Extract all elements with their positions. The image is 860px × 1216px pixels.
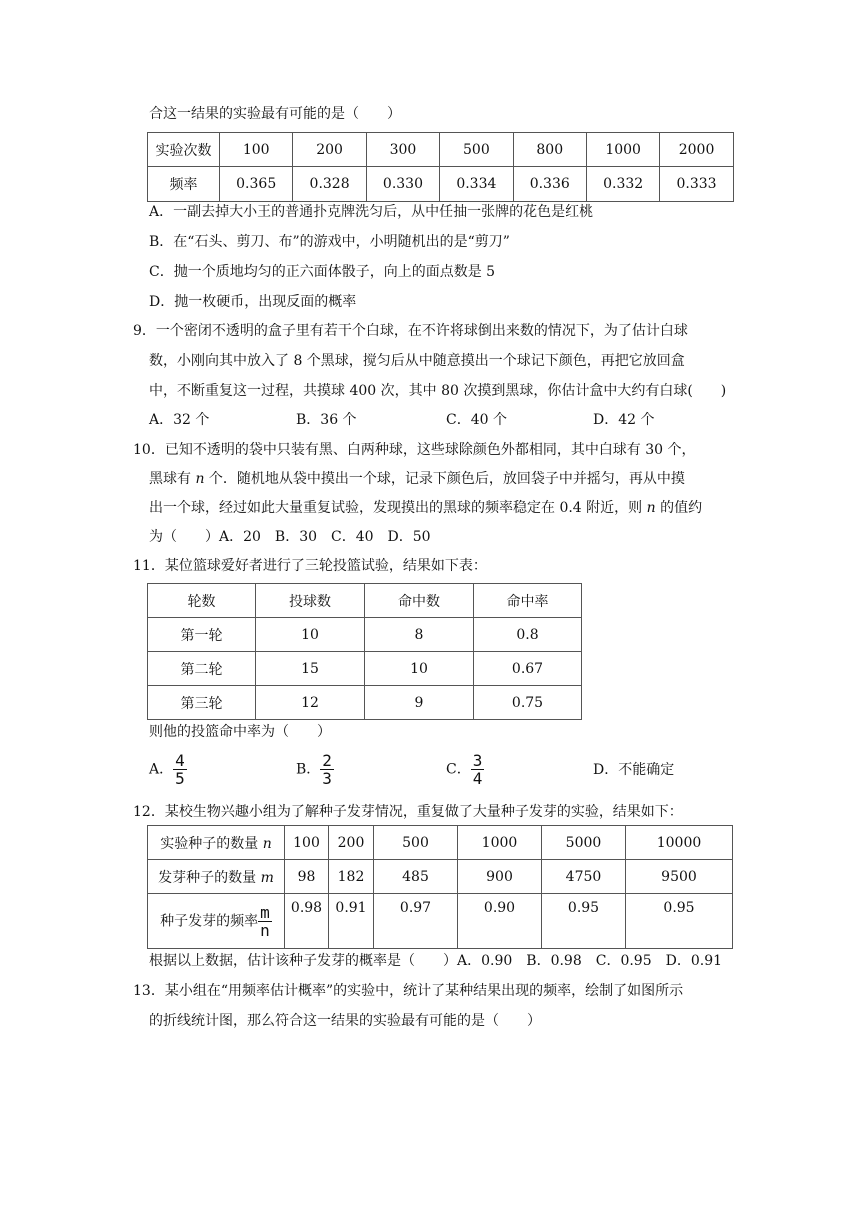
table-cell: 800 <box>513 133 586 167</box>
table-cell: 182 <box>329 860 374 894</box>
q9-stem-line-1: 9．一个密闭不透明的盒子里有若干个白球，在不许将球倒出来数的情况下，为了估计白球 <box>133 323 688 339</box>
fraction <box>471 752 485 787</box>
q11-question: 则他的投篮命中率为（ ） <box>149 724 331 740</box>
table-cell: 0.95 <box>626 894 733 949</box>
table-cell: 900 <box>458 860 542 894</box>
q10-stem-line-1: 10．已知不透明的袋中只装有黑、白两种球，这些球除颜色外都相同，其中白球有 30 个， <box>133 442 696 458</box>
table-header-cell: 命中数 <box>365 584 474 618</box>
q10-stem-line-3 <box>149 498 702 518</box>
q10-stem-line-2 <box>149 469 685 489</box>
table-cell: 300 <box>366 133 439 167</box>
q9-option-a: A．32 个 <box>149 412 210 428</box>
q11-stem: 11．某位篮球爱好者进行了三轮投篮试验，结果如下表： <box>133 558 487 574</box>
table-row <box>148 584 582 618</box>
table-cell: 2000 <box>660 133 733 167</box>
q12-question-and-options: 根据以上数据，估计该种子发芽的概率是（ ）A．0.90 B．0.98 C．0.95 D．0.91 <box>149 953 723 969</box>
table-header-cell: 投球数 <box>256 584 365 618</box>
table-row <box>148 618 582 652</box>
q11-shooting-table <box>147 583 582 720</box>
table-cell: 485 <box>374 860 458 894</box>
numerator: m <box>260 902 270 922</box>
table-cell: 10 <box>256 618 365 652</box>
variable-n: n <box>195 471 205 487</box>
q11-option-c <box>446 752 484 787</box>
table-cell: 4750 <box>542 860 626 894</box>
table-cell: 0.8 <box>474 618 582 652</box>
table-cell: 0.95 <box>542 894 626 949</box>
table-cell: 0.91 <box>329 894 374 949</box>
table-cell: 8 <box>365 618 474 652</box>
numerator: 3 <box>472 751 483 770</box>
table-cell: 100 <box>220 133 293 167</box>
table-row-label <box>148 894 285 949</box>
variable-n: n <box>262 835 272 852</box>
q10-stem-line-4: 为（ ）A．20 B．30 C．40 D．50 <box>149 529 431 545</box>
table-cell: 98 <box>285 860 329 894</box>
q8-option-c: C．抛一个质地均匀的正六面体骰子，向上的面点数是 5 <box>149 264 496 280</box>
q11-option-d: D．不能确定 <box>593 762 675 778</box>
table-row <box>148 826 733 860</box>
q9-option-c: C．40 个 <box>446 412 507 428</box>
table-cell: 0.328 <box>293 167 366 202</box>
option-label: C． <box>446 761 471 778</box>
table-row <box>148 894 733 949</box>
table-cell: 0.90 <box>458 894 542 949</box>
table-row-label <box>148 860 285 894</box>
table-header-cell: 命中率 <box>474 584 582 618</box>
q8-option-b: B．在“石头、剪刀、布”的游戏中，小明随机出的是“剪刀” <box>149 234 510 250</box>
q8-frequency-table <box>147 132 734 202</box>
text-run: 出一个球，经过如此大量重复试验，发现摸出的黑球的频率稳定在 0.4 附近，则 <box>149 500 647 516</box>
table-cell: 0.67 <box>474 652 582 686</box>
q9-option-b: B．36 个 <box>296 412 357 428</box>
fraction <box>258 904 272 939</box>
table-cell: 0.332 <box>586 167 659 202</box>
table-row <box>148 133 734 167</box>
table-row-label <box>148 826 285 860</box>
table-cell: 9 <box>365 686 474 720</box>
q8-stem-tail: 合这一结果的实验最有可能的是（ ） <box>149 106 401 122</box>
text-run: 种子发芽的频率 <box>160 913 259 929</box>
table-cell: 500 <box>374 826 458 860</box>
option-label: A． <box>149 761 174 778</box>
table-row <box>148 652 582 686</box>
table-row <box>148 167 734 202</box>
table-cell: 10 <box>365 652 474 686</box>
q11-option-a <box>149 752 187 787</box>
table-cell: 12 <box>256 686 365 720</box>
denominator: n <box>260 920 270 940</box>
table-cell: 0.330 <box>366 167 439 202</box>
table-cell: 200 <box>293 133 366 167</box>
table-cell: 5000 <box>542 826 626 860</box>
table-cell: 0.365 <box>220 167 293 202</box>
table-cell: 0.333 <box>660 167 733 202</box>
variable-n: n <box>646 500 656 516</box>
text-run: 实验种子的数量 <box>160 835 263 852</box>
numerator: 4 <box>175 751 185 770</box>
table-cell: 1000 <box>458 826 542 860</box>
table-cell: 0.98 <box>285 894 329 949</box>
text-run: 发芽种子的数量 <box>158 869 261 886</box>
q12-stem: 12．某校生物兴趣小组为了解种子发芽情况，重复做了大量种子发芽的实验，结果如下： <box>133 804 683 820</box>
table-cell: 15 <box>256 652 365 686</box>
table-cell: 实验次数 <box>148 133 220 167</box>
table-cell: 第三轮 <box>148 686 256 720</box>
text-run: 的值约 <box>655 500 703 516</box>
table-row <box>148 686 582 720</box>
option-label: B． <box>296 761 321 778</box>
table-cell: 9500 <box>626 860 733 894</box>
table-cell: 100 <box>285 826 329 860</box>
table-cell: 0.75 <box>474 686 582 720</box>
q13-stem-line-1: 13．某小组在“用频率估计概率”的实验中，统计了某种结果出现的频率，绘制了如图所示 <box>133 983 684 999</box>
table-cell: 500 <box>440 133 513 167</box>
text-run: 黑球有 <box>149 471 196 487</box>
q11-option-b <box>296 752 334 787</box>
table-cell: 10000 <box>626 826 733 860</box>
text-run: 个．随机地从袋中摸出一个球，记录下颜色后，放回袋子中并摇匀，再从中摸 <box>204 471 685 487</box>
q12-germination-table <box>147 825 733 949</box>
variable-m: m <box>260 869 274 886</box>
table-cell: 1000 <box>586 133 659 167</box>
table-cell: 第二轮 <box>148 652 256 686</box>
denominator: 3 <box>322 769 332 788</box>
table-row <box>148 860 733 894</box>
denominator: 4 <box>472 769 483 788</box>
denominator: 5 <box>175 769 185 788</box>
table-cell: 0.334 <box>440 167 513 202</box>
table-cell: 频率 <box>148 167 220 202</box>
q9-option-d: D．42 个 <box>593 412 655 428</box>
q13-stem-line-2: 的折线统计图，那么符合这一结果的实验最有可能的是（ ） <box>149 1013 541 1029</box>
q9-stem-line-3: 中，不断重复这一过程，共摸球 400 次，其中 80 次摸到黑球，你估计盒中大约有白球( ) <box>149 383 727 399</box>
table-cell: 0.97 <box>374 894 458 949</box>
numerator: 2 <box>322 751 332 770</box>
table-cell: 200 <box>329 826 374 860</box>
table-header-cell: 轮数 <box>148 584 256 618</box>
q9-stem-line-2: 数，小刚向其中放入了 8 个黑球，搅匀后从中随意摸出一个球记下颜色，再把它放回盒 <box>149 353 685 369</box>
table-cell: 第一轮 <box>148 618 256 652</box>
q8-option-a: A．一副去掉大小王的普通扑克牌洗匀后，从中任抽一张牌的花色是红桃 <box>149 204 594 220</box>
fraction <box>320 752 334 787</box>
q8-option-d: D．抛一枚硬币，出现反面的概率 <box>149 294 357 310</box>
fraction <box>173 752 187 787</box>
table-cell: 0.336 <box>513 167 586 202</box>
